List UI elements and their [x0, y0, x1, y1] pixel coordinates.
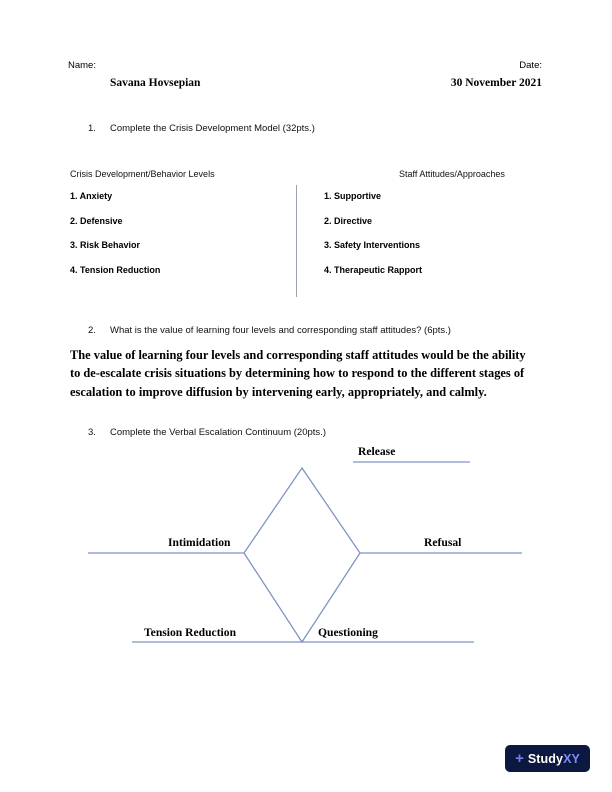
diagram-label-refusal: Refusal	[424, 536, 462, 549]
watermark-suffix: XY	[563, 751, 580, 766]
list-item: 2. Defensive	[70, 215, 123, 226]
list-item: 4. Therapeutic Rapport	[324, 264, 423, 275]
date-label: Date:	[519, 60, 542, 71]
student-name: Savana Hovsepian	[110, 77, 201, 89]
question-2-text: What is the value of learning four levels and corresponding staff attitudes? (6pts.)	[110, 325, 451, 336]
verbal-escalation-continuum-diagram	[70, 440, 542, 665]
list-item: 4. Tension Reduction	[70, 264, 161, 275]
diamond-shape	[244, 468, 360, 642]
list-item: 1. Supportive	[324, 191, 382, 201]
assignment-date: 30 November 2021	[450, 77, 542, 89]
question-3	[88, 427, 326, 438]
list-item: 3. Risk Behavior	[70, 240, 141, 250]
diagram-label-release: Release	[358, 445, 396, 458]
diagram-label-intimidation: Intimidation	[168, 536, 231, 549]
diagram-label-tension-reduction: Tension Reduction	[144, 626, 237, 639]
question-3-number: 3.	[88, 427, 96, 438]
question-1-text: Complete the Crisis Development Model (32pts.)	[110, 123, 315, 134]
right-column-heading: Staff Attitudes/Approaches	[399, 169, 505, 179]
staff-attitudes-list	[324, 191, 422, 289]
watermark-name: Study	[527, 751, 564, 766]
question-1-number: 1.	[88, 123, 96, 134]
question-1	[88, 123, 315, 134]
name-label: Name:	[68, 60, 96, 71]
column-divider	[296, 185, 297, 297]
question-2-number: 2.	[88, 325, 96, 336]
diagram-shapes	[70, 440, 542, 665]
left-column-heading: Crisis Development/Behavior Levels	[70, 169, 215, 179]
list-item: 3. Safety Interventions	[324, 240, 421, 250]
plus-icon: +	[515, 750, 524, 767]
studyxy-watermark	[505, 745, 590, 772]
list-item: 1. Anxiety	[70, 191, 113, 201]
diagram-label-questioning: Questioning	[318, 626, 378, 639]
question-2	[88, 325, 451, 336]
list-item: 2. Directive	[324, 215, 373, 226]
behavior-levels-list	[70, 191, 160, 289]
question-3-text: Complete the Verbal Escalation Continuum (20pts.)	[110, 427, 326, 438]
header-row	[68, 60, 542, 71]
answer-paragraph: The value of learning four levels and corresponding staff attitudes would be the ability to de-escalate crisis situations by determining how to respond to the different stages of escalation to improve diffusion by intervening early, appropriately, and calmly.	[70, 348, 526, 399]
watermark-text	[528, 752, 580, 766]
